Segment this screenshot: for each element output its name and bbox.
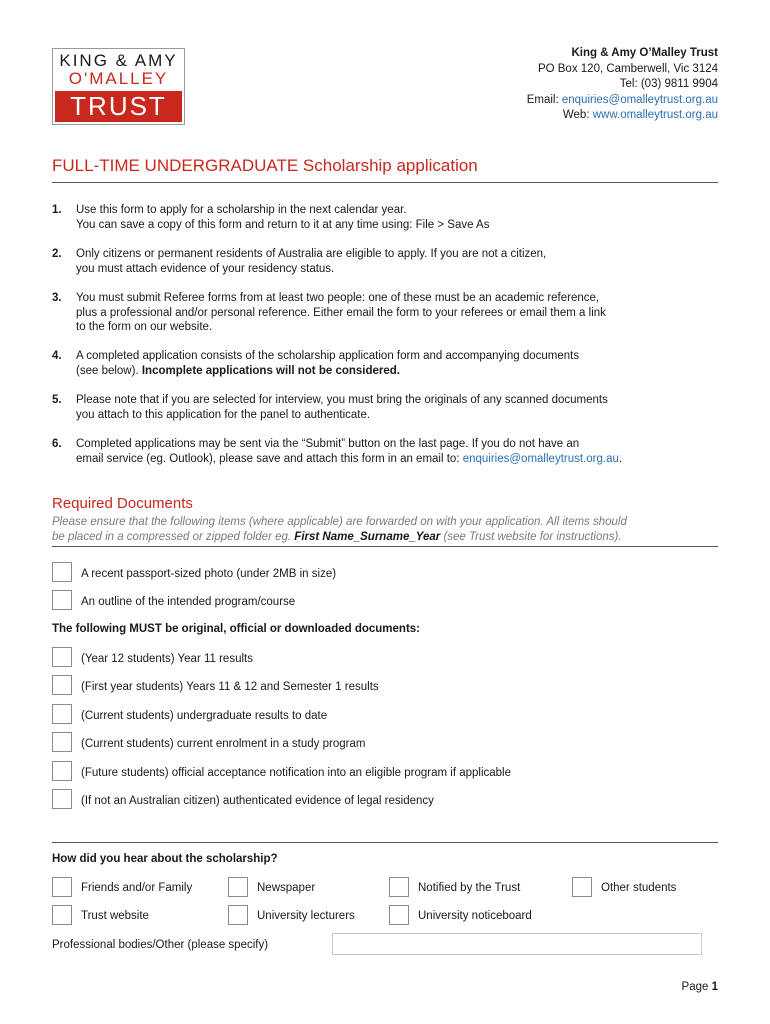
checkbox-photo[interactable]: [52, 562, 72, 582]
checkbox-university-lecturers[interactable]: [228, 905, 248, 925]
org-web-row: [527, 108, 718, 124]
note-text: be placed in a compressed or zipped folder eg.: [52, 531, 295, 543]
required-documents-heading: Required Documents: [52, 495, 193, 512]
other-specify-input[interactable]: [332, 933, 702, 955]
instruction-line: plus a professional and/or personal reference. Either email the form to your referees or email them a link: [76, 306, 606, 319]
checkbox-program-outline[interactable]: [52, 590, 72, 610]
checkbox-notified-by-trust[interactable]: [389, 877, 409, 897]
checkbox-label: Other students: [601, 882, 677, 894]
instruction-line: You must submit Referee forms from at least two people: one of these must be an academic reference,: [76, 292, 600, 304]
checkbox-current-results[interactable]: [52, 704, 72, 724]
instruction-number: 6.: [52, 438, 62, 450]
instruction-item: [52, 393, 718, 422]
instruction-text: email service (eg. Outlook), please save and attach this form in an email to:: [76, 452, 463, 465]
checkbox-label: An outline of the intended program/course: [81, 596, 296, 608]
org-name: King & Amy O’Malley Trust: [571, 47, 718, 59]
instruction-line: you attach to this application for the panel to authenticate.: [76, 408, 371, 421]
required-documents-note: [52, 515, 718, 545]
checkbox-newspaper[interactable]: [228, 877, 248, 897]
checkbox-label: Friends and/or Family: [81, 882, 193, 894]
checkbox-residency[interactable]: [52, 789, 72, 809]
hear-question: How did you hear about the scholarship?: [52, 853, 278, 865]
note-text-end: (see Trust website for instructions).: [440, 531, 622, 543]
original-documents-heading: The following MUST be original, official or downloaded documents:: [52, 623, 420, 635]
org-email-label: Email:: [526, 93, 562, 106]
page-number-value: 1: [711, 981, 718, 993]
checkbox-friends-family[interactable]: [52, 877, 72, 897]
instruction-text: (see below).: [76, 364, 142, 377]
checkbox-trust-website[interactable]: [52, 905, 72, 925]
checkbox-university-noticeboard[interactable]: [389, 905, 409, 925]
instruction-number: 1.: [52, 204, 62, 216]
required-divider: [52, 546, 718, 547]
instruction-emphasis: Incomplete applications will not be considered.: [141, 364, 400, 377]
instruction-item: [52, 247, 718, 276]
instruction-item: [52, 349, 718, 378]
instruction-line: You can save a copy of this form and return to it at any time using: File > Save As: [76, 218, 490, 231]
note-filename-example: First Name_Surname_Year: [294, 531, 441, 543]
checkbox-label: A recent passport-sized photo (under 2MB in size): [81, 568, 337, 580]
checkbox-label: Trust website: [81, 910, 149, 922]
instruction-line: Completed applications may be sent via the “Submit” button on the last page. If you do not have an: [76, 438, 580, 450]
logo-line-1: KING & AMY: [59, 51, 178, 70]
page-label: Page: [681, 981, 712, 993]
org-web-link[interactable]: www.omalleytrust.org.au: [592, 109, 718, 121]
checkbox-label: University lecturers: [257, 910, 355, 922]
checkbox-current-enrolment[interactable]: [52, 732, 72, 752]
checkbox-label: (Current students) undergraduate results to date: [81, 710, 328, 722]
checkbox-label: (If not an Australian citizen) authenticated evidence of legal residency: [81, 795, 434, 807]
checkbox-label: (Current students) current enrolment in a study program: [81, 738, 366, 750]
instruction-email-link[interactable]: enquiries@omalleytrust.org.au: [462, 452, 619, 465]
logo-line-2: O'MALLEY: [68, 69, 169, 88]
checkbox-future-acceptance[interactable]: [52, 761, 72, 781]
org-email-link[interactable]: enquiries@omalleytrust.org.au: [561, 93, 718, 106]
other-specify-label: Professional bodies/Other (please specify): [52, 939, 269, 951]
hear-divider: [52, 842, 718, 843]
instruction-line: A completed application consists of the scholarship application form and accompanying documents: [76, 350, 580, 362]
instruction-line-mixed: [76, 452, 718, 467]
org-address: PO Box 120, Camberwell, Vic 3124: [537, 62, 718, 75]
instruction-number: 3.: [52, 292, 62, 304]
instruction-number: 4.: [52, 350, 62, 362]
page-title: FULL-TIME UNDERGRADUATE Scholarship application: [52, 156, 478, 175]
instruction-item: [52, 203, 718, 232]
org-web-label: Web:: [562, 109, 593, 121]
checkbox-other-students[interactable]: [572, 877, 592, 897]
instruction-line: you must attach evidence of your residency status.: [76, 262, 335, 275]
title-divider: [52, 182, 718, 183]
instruction-line: to the form on our website.: [76, 321, 213, 333]
checkbox-label: Notified by the Trust: [418, 882, 521, 894]
trust-logo: [52, 48, 185, 125]
instruction-number: 2.: [52, 248, 62, 260]
instruction-text-end: .: [618, 452, 623, 465]
checkbox-year12[interactable]: [52, 647, 72, 667]
org-tel: Tel: (03) 9811 9904: [619, 78, 718, 90]
checkbox-label: Newspaper: [257, 882, 316, 894]
org-contact-block: [527, 46, 718, 124]
note-line-mixed: [52, 530, 718, 545]
checkbox-label: (First year students) Years 11 & 12 and Semester 1 results: [81, 681, 379, 693]
checkbox-first-year[interactable]: [52, 675, 72, 695]
instruction-item: [52, 291, 718, 335]
checkbox-label: (Future students) official acceptance notification into an eligible program if applicable: [81, 767, 512, 779]
note-line: Please ensure that the following items (where applicable) are forwarded on with your application. All items should: [52, 516, 627, 528]
org-email-row: [527, 93, 718, 109]
checkbox-label: (Year 12 students) Year 11 results: [81, 653, 253, 665]
instruction-line: Only citizens or permanent residents of Australia are eligible to apply. If you are not a citizen,: [76, 248, 547, 260]
instruction-line-mixed: [76, 364, 718, 379]
instruction-number: 5.: [52, 394, 62, 406]
instruction-item: [52, 437, 718, 466]
checkbox-label: University noticeboard: [418, 910, 532, 922]
logo-line-3: TRUST: [55, 91, 182, 122]
instruction-line: Use this form to apply for a scholarship in the next calendar year.: [76, 204, 407, 216]
page-number: [682, 981, 718, 993]
instruction-line: Please note that if you are selected for interview, you must bring the originals of any scanned documents: [76, 394, 608, 406]
